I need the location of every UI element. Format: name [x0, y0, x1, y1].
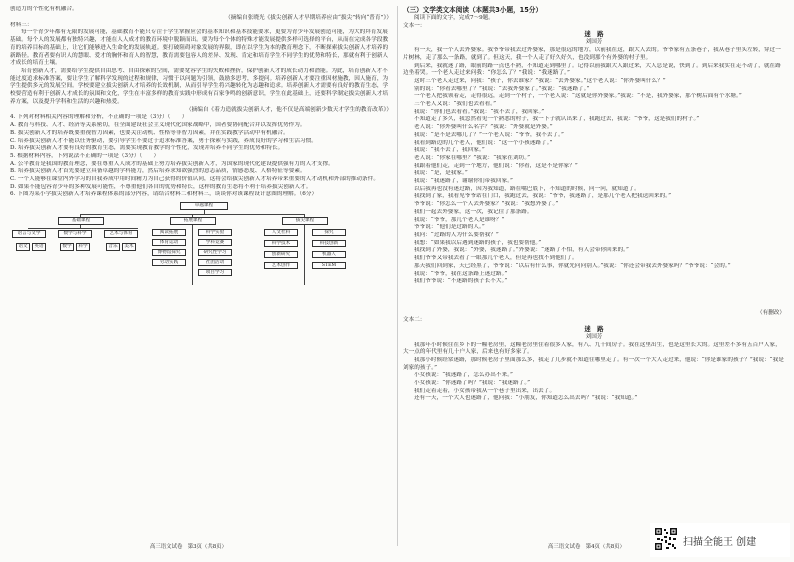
diagram-mid-item: 劳动实践	[152, 259, 186, 266]
story1-paragraph: 老人说：“你外婆叫什么名字？”我说：“外婆就是外婆。”	[414, 124, 553, 131]
story1-paragraph: 三个老人又说：“我们也去看看。”	[414, 101, 497, 108]
right-page	[403, 6, 785, 436]
story2-title: 迷 路	[584, 324, 604, 333]
diagram-left-sub: 音乐	[106, 243, 120, 251]
story1-paragraph: 我找到了外婆，我说：“外婆，我迷路了。”外婆说：“迷路了不怕，有人会带你回来的。”	[414, 247, 629, 254]
left-paragraph: A. 教育与科技、人才、经济等关系密切，在全面建设社会主义现代化国家战略中，国者要协同配合并以发挥优势作为。	[10, 122, 306, 129]
story1-paragraph: 我说：“我不去了，我回家。”	[414, 147, 485, 154]
left-paragraph: 创造力的个性化有机融合。	[10, 6, 78, 12]
diagram-branch-basic: 基础课程	[58, 217, 104, 225]
story2-paragraph: 还有一天，一个大人也迷路了，他问我：“小朋友，你知道怎么出去吗？”我说：“我知道。”	[414, 395, 638, 402]
story1-paragraph: 到后来，我就迷了路，眼前的路一点也不熟，不知道走到哪里了。记得以前我跟大人跟过来，大人总是说，快到了。到后来我实在走不动了，就在路边坐着哭。一个老人走过来问我：“你怎么了？”我说：“我迷路了。”	[403, 62, 781, 77]
qr-code-icon	[654, 527, 678, 551]
diagram-right-item: 人文社科	[264, 229, 298, 236]
diagram-left-sub: 科学	[76, 243, 90, 251]
story1-paragraph: 我们一起去外婆家，这一次，我记住了那条路。	[414, 208, 533, 215]
page-footer-right: 高三语文试卷 第4页（共8页）	[548, 544, 625, 550]
left-page	[10, 6, 392, 287]
diagram-right-item: 科学技术	[264, 240, 298, 247]
left-paragraph: （摘编自张晓光《拔尖创新人才早期培养应由“拔尖”转向“普育”》）	[225, 14, 392, 21]
text2-label: 文本二：	[403, 317, 426, 324]
diagram-left-item: 艺术与体育	[104, 230, 138, 238]
diagram-left-sub: 英语	[32, 243, 46, 251]
story2-paragraph: 我那小时候经常迷路，那时候老房子里面那么多，我走了几步就不知道往哪里走了。有一次一个大人走过来，他说：“你是谁家的孩子？”我说：“我是刘家的孩子。”	[403, 356, 784, 371]
diagram-mid-item: 阅读拓展	[152, 229, 186, 236]
diagram-branch-top: 拔尖课程	[282, 217, 328, 225]
diagram-mid-item: 研究性学习	[198, 249, 232, 256]
left-paragraph: D. 如果不能包容青少年的多种发展可能性，不尊重他们各自的优势和特长，这样的教育生态将不利于培养拔尖创新人才。	[10, 183, 312, 190]
page-divider	[397, 6, 398, 546]
left-paragraph: 6. 下图为某小学拔尖创新人才培养课程体系的部分内容，请结合材料二和材料三，谈谈你对该课程设计意图的理解。（6分）	[10, 191, 318, 198]
story1-source: （有删改）	[757, 310, 785, 317]
section-title: （三）文学类文本阅读（本题共3小题，15分）	[403, 6, 543, 14]
diagram-right-item: 艺术创作	[264, 262, 298, 269]
left-paragraph: C. 培养拔尖创新人才不能以任务驱动，要引导学生不要过于追求标准答案，勇于探索与实践，养成良好的学习和生活习惯。	[10, 137, 317, 144]
left-paragraph: 4. 下列对材料相关内容的理解和分析，不正确的一项是（3分）（ ）	[10, 114, 188, 121]
diagram-right-item: 创新研究	[264, 251, 298, 258]
diagram-left-item: 语言与文学	[12, 230, 46, 238]
story1-paragraph: 那天我们回到家，天已经黑了，爷爷说：“以后有什么事，你就先问问别人。”我说：“你还会带我去外婆家吗？”爷爷说：“会的。”	[414, 262, 731, 269]
story1-paragraph: 我说：“是，是我家。”	[414, 170, 468, 177]
story1-body	[403, 47, 785, 309]
left-paragraph: 培育创新人才，需要给学生提供自由思考、自由探索的空间，需要宽容学生的失败和挫折，保护创新人才的成长动力和潜能。为此，培育创新人才不能过度追求标准答案，要让学生了解科学发现的过程和规律，习惯于以问题为引领，鼓励多思考，多提问。培养创新人才要注重因材施教，因人施育，为学生提供多元的发展空间。学校要建立拔尖创新人才培养的长效机制，从而引导学生将兴趣转化为志趣和追求。培养创新人才需要有良好的教育生态，学校要营造有利于创新人才成长的氛围和文化，学生在丰富多样的教育实践中形成有百家争鸣的创新意识，学生在此基础上，还要科学制定拔尖创新人才培养方案，以及提升学科和生活的兴趣和热爱。	[10, 67, 389, 105]
story2-body	[403, 342, 785, 436]
story2-paragraph: 小女孩说：“我迷路了，怎么办出不来。”	[414, 372, 513, 379]
left-paragraph: B. 拔尖创新人才的培养既要重视智力因素，也要关注动机、性格等非智力因素，并在实践教学活动中有机融合。	[10, 129, 289, 136]
left-paragraph: 5. 根据材料内容，下列说法不正确的一项是（3分）（ ）	[10, 152, 160, 159]
diagram-mid-item: 科学实验	[198, 229, 232, 236]
story1-paragraph: 爷爷说：“他们是过路的人。”	[414, 224, 485, 231]
story2-paragraph: 我们走着走着，小女孩带我从一个巷子里出来，出去了。	[414, 387, 556, 394]
story1-paragraph: 我说：“我迷路了，谢谢你们带我回家。”	[414, 178, 513, 185]
story2-paragraph: 我那年小时候住在乡下的一幢老房里，这幢老房里住着很多人家，有八、九十间房子。我在这里出生，也是这里长大的。这里差不多有五百户人家，大一点的年代里有几十户人家，后来也有好多家了。	[403, 341, 781, 356]
story1-paragraph: 不知道走了多久，我忽然看见一个熟悉的村子，我一下子就认出来了，我跑过去，我说：“爷爷，这是我们的村子。”	[414, 116, 700, 123]
story1-paragraph: 一个老人把我领着走，走得很远，走到一个村子，一个老人说：“这就是你外婆家。”我说：“不是，我外婆家，那个树后面有个水塘。”	[414, 93, 742, 100]
left-paragraph: （摘编自《着力造就拔尖创新人才，他不仅是高端创新少数天才学生的教育改革》）	[185, 107, 392, 114]
diagram-right-sub: 探究	[312, 229, 346, 236]
story1-title: 迷 路	[584, 30, 604, 39]
curriculum-diagram	[10, 202, 392, 287]
diagram-left-item: 数学与科学	[58, 230, 92, 238]
text1-label: 文本一：	[403, 22, 426, 29]
story1-paragraph: 我说：“爷爷，那几个老人是谁呀？”	[414, 216, 505, 223]
page-footer-left: 高三语文试卷 第3页（共8页）	[150, 544, 227, 550]
story1-paragraph: 我说：“是不是去哪儿了？”一个老人说：“爷爷，我不去了。”	[414, 131, 564, 138]
story1-paragraph: 我们爷爷说：“不迷路的孩子长不大。”	[414, 278, 508, 285]
left-paragraph: C. 一个人能够在课堂内外学习的自我养成中用时间精力为自己获得的价值认同，这将会给拔尖创新人才培养带来重要的人才动机和外部的推动条件。	[10, 176, 379, 183]
story1-paragraph: 我跟着他们走，走到一个地方，他们说：“你看，这是不是你家？”	[414, 162, 578, 169]
diagram-right-sub: 机器人	[312, 251, 346, 258]
diagram-left-sub: 语文	[16, 243, 30, 251]
diagram-right-sub: 科技创新	[312, 240, 346, 247]
story1-author: 刘国芳	[585, 39, 603, 46]
instruction: 阅读下面的文字，完成7～9题。	[414, 15, 494, 21]
story1-paragraph: 我想：“如果我以后遇到迷路的孩子，我也要帮他。”	[414, 239, 542, 246]
story1-paragraph: 我们爷爷又带我去看了一眼那几个老人，但是再也找不到他们了。	[414, 255, 578, 262]
diagram-mid-item: 体育运动	[152, 239, 186, 246]
story1-paragraph: 有一天，我一个人去外婆家。我爷爷带我去过外婆家，那是很远的地方，以前我在这，跟大人去的。爷爷家有五条巷子，我从巷子里头左转，穿过一片树林，走了那么一条路，就到了。但这天，我一个人走了好久好久，也没到那个有外婆的村子里。	[403, 47, 781, 61]
diagram-right-sub: STEM	[312, 262, 346, 269]
story1-paragraph: 别的说：“你看去哪里了？”我说：“去我外婆家了。”我说：“我迷路了。”	[414, 85, 590, 92]
story1-paragraph: 以后我再也没有迷过路，因为我知道，路在嘴巴底下，不知道的时候，问一问，就知道了。	[414, 185, 640, 192]
left-page-text	[10, 6, 392, 199]
diagram-left-sub: 美术	[122, 243, 136, 251]
diagram-root: 卓越课程	[180, 202, 228, 210]
story1-paragraph: 我问：“过路的人为什么要帮我？”	[414, 231, 499, 238]
left-paragraph: 材料三：	[10, 21, 33, 28]
story2-author: 刘国芳	[585, 333, 603, 340]
left-paragraph: B. 培养拔尖创新人才首先要建立具备卓越的学科能力，然后培养求知欲强烈的意志品质，情感态度、人格特征等要素。	[10, 168, 306, 175]
story2-paragraph: 小女孩说：“你迷路了吗？”我说：“我迷路了。”	[414, 380, 531, 387]
left-paragraph: D. 培养拔尖创新人才要有良好的教育生态，需要实现教育教学的个性化，发现并培养不同学生的优势和特长。	[10, 145, 284, 152]
story1-paragraph: 爷爷说：“你怎么一个人去外婆家？”我说：“我想外婆了。”	[414, 201, 559, 208]
diagram-mid-item: 学科竞赛	[198, 239, 232, 246]
watermark-text: 扫描全能王 创建	[683, 537, 757, 548]
story1-paragraph: 老人说：“你家在哪里？”我说：“我家在刘坊。”	[414, 154, 531, 161]
story1-paragraph: 我说：“爷爷，我在这条路上迷过路。”	[414, 270, 508, 277]
diagram-mid-item: 博物馆探究	[152, 249, 186, 256]
left-paragraph: 每一个青少年都有无限的发展可能，基础教育不能只专注于学生掌握应会的基本知识和基本技能要求，更要为青少年发展创造可能，为大的拜育发展基础。每个人的发展都有独特兴趣，才能在人人成才的教育环境中脱颖而出。要为每个个体的特殊才能发展提供多样可选择的平台，从而在完成各学段教育的培养目标的基础上，让它们能够进入生命化的发展轨道。要打破阻碍对象发展的界限，即在以学生为本的教育理念下，不断探索拔尖创新人才培养的新路径。教育者要有识人的慧眼、爱才的胸怀和育人的智慧，教育需要包容人的差异、发现、肯定和培育学生不同学生的优势和特长，那就有利于创新人才成长的培育土壤。	[10, 29, 389, 67]
story1-paragraph: 这时三个老人走过来，问我：“孩子，你去谁家？”我说：“去外婆家。”这个老人说：“你外婆叫什么？”	[414, 77, 666, 84]
diagram-mid-item: 社团活动	[198, 259, 232, 266]
diagram-left-sub: 数学	[60, 243, 74, 251]
story1-paragraph: 我看到路边的几个老人，他们说：“这一个小孩迷路了。”	[414, 139, 553, 146]
left-paragraph: A. 公平教育是我国的教育理念，要在尊重人人成才的基础上努力培养拔尖创新人才，为国家的现代化建设提供强有力的人才支撑。	[10, 160, 334, 167]
diagram-branch-extend: 拓展课程	[170, 217, 216, 225]
story1-paragraph: 我找到了家，我看见爷爷站在门口，我跑过去，我说：“爷爷，我迷路了，是那几个老人把我送回来的。”	[414, 193, 671, 200]
story1-paragraph: 我说：“你们也去看看。”我说：“我不去了，我回家。”	[414, 108, 545, 115]
diagram-mid-item: 项目学习	[198, 269, 232, 276]
